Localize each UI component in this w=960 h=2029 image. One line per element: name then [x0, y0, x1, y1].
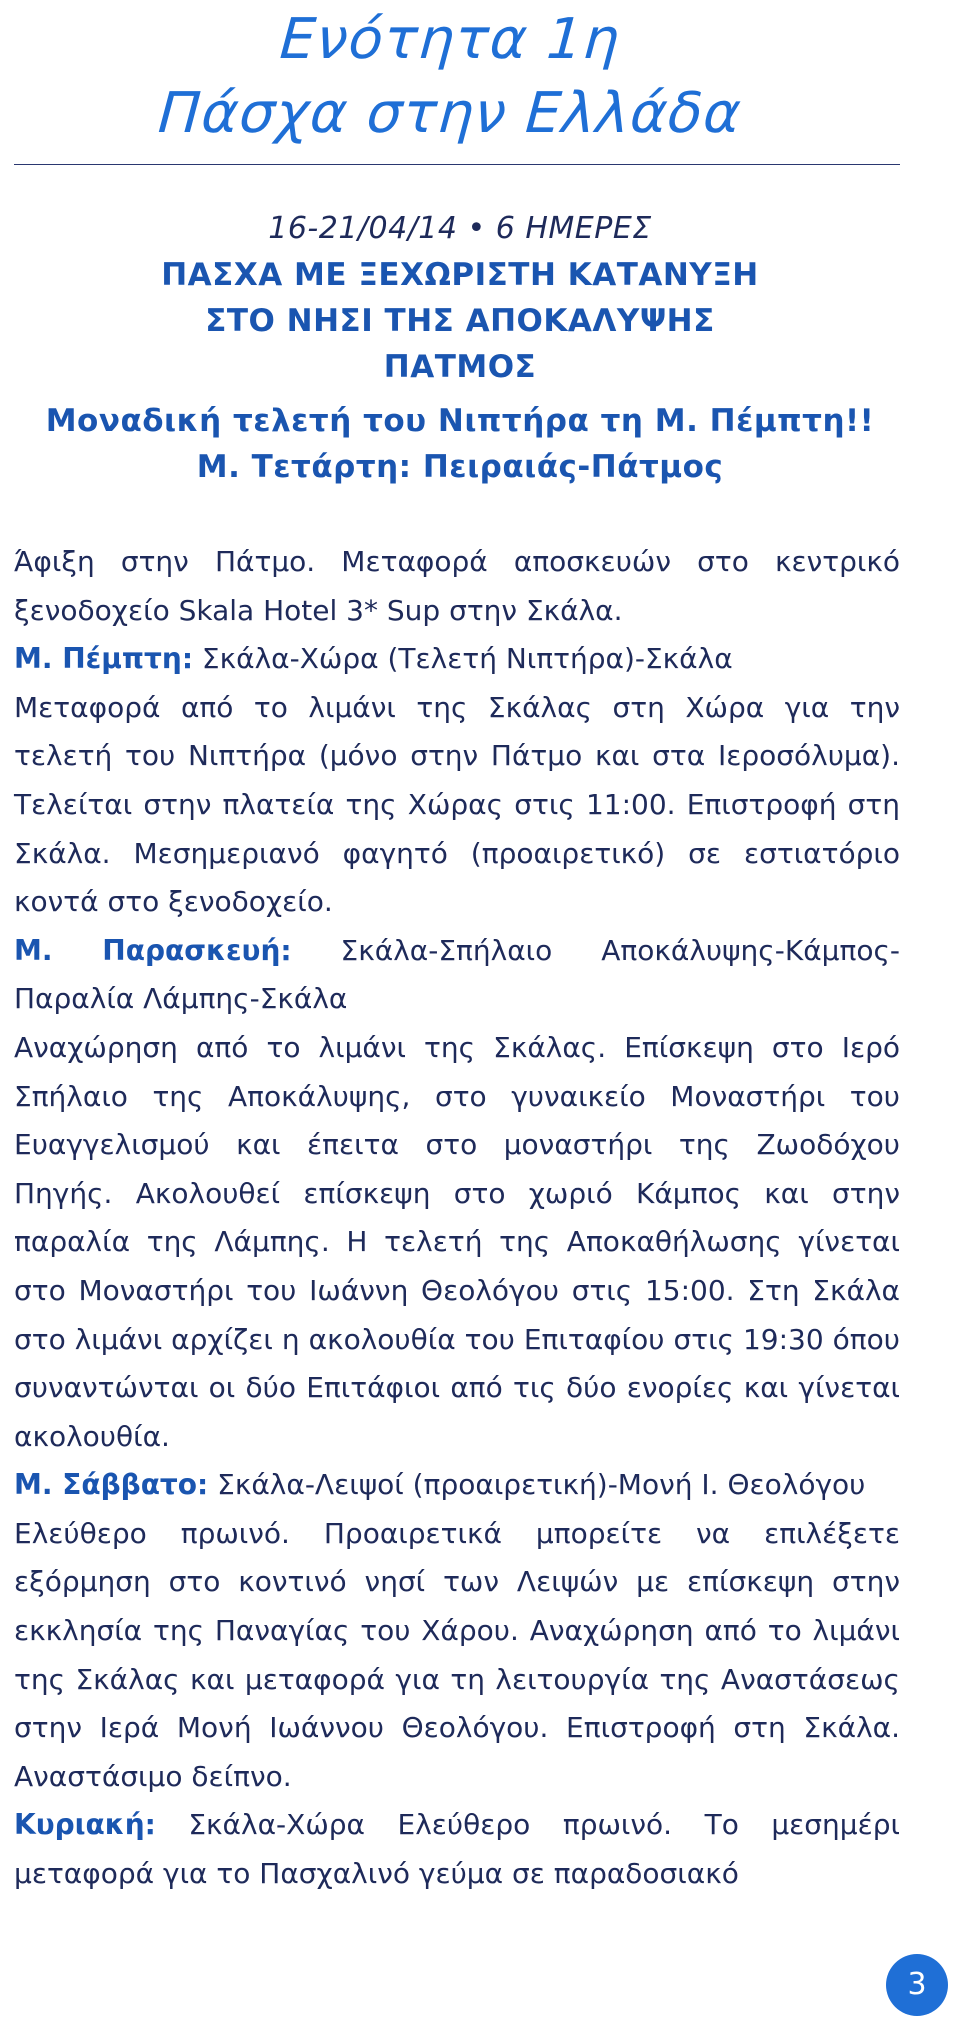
thursday-route: Σκάλα-Χώρα (Τελετή Νιπτήρα)-Σκάλα [193, 642, 733, 676]
page-number-badge: 3 [886, 1954, 948, 2016]
trip-highlight: Μοναδική τελετή του Νιπτήρα τη Μ. Πέμπτη!! [45, 403, 875, 439]
trip-heading-line2: ΣΤΟ ΝΗΣΙ ΤΗΣ ΑΠΟΚΑΛΥΨΗΣ [205, 303, 715, 339]
section-title-line1: Ενότητα 1η [277, 7, 623, 72]
friday-route: Σκάλα-Σπήλαιο Αποκάλυψης-Κάμπος-Παραλία Λάμπης-Σκάλα [14, 933, 901, 1016]
saturday-route: Σκάλα-Λειψοί (προαιρετική)-Μονή Ι. Θεολόγου [208, 1468, 866, 1502]
friday-title [14, 927, 900, 1024]
trip-heading-line1: ΠΑΣΧΑ ΜΕ ΞΕΧΩΡΙΣΤΗ ΚΑΤΑΝΥΞΗ [161, 257, 759, 293]
itinerary-body [14, 538, 900, 1899]
thursday-paragraph: Μεταφορά από το λιμάνι της Σκάλας στη Χώρα για την τελετή του Νιπτήρα (μόνο στην Πάτμο και στα Ιεροσόλυμα). Τελείται στην πλατεία της Χώρας στις 11:00. Επιστροφή στη Σκάλα. Μεσημεριανό φαγητό (προαιρετικό) σε εστιατόριο κοντά στο ξενοδοχείο. [14, 690, 900, 919]
friday-label: Μ. Παρασκευή: [14, 933, 292, 967]
thursday-title [14, 635, 900, 684]
trip-dates: 16-21/04/14 • 6 ΗΜΕΡΕΣ [268, 211, 652, 246]
trip-heading-line3: ΠΑΤΜΟΣ [383, 349, 537, 385]
sunday-label: Κυριακή: [14, 1808, 156, 1842]
saturday-title [14, 1461, 900, 1510]
thursday-label: Μ. Πέμπτη: [14, 642, 194, 676]
title-divider [14, 164, 900, 165]
saturday-label: Μ. Σάββατο: [14, 1468, 209, 1502]
sunday-paragraph [14, 1801, 900, 1898]
intro-paragraph: Άφιξη στην Πάτμο. Μεταφορά αποσκευών στο κεντρικό ξενοδοχείο Skala Hotel 3* Sup στην Σκάλα. [14, 545, 900, 627]
friday-paragraph: Αναχώρηση από το λιμάνι της Σκάλας. Επίσκεψη στο Ιερό Σπήλαιο της Αποκάλυψης, στο γυναικείο Μοναστήρι του Ευαγγελισμού και έπειτα στο μοναστήρι της Ζωοδόχου Πηγής. Ακολουθεί επίσκεψη στο χωριό Κάμπος και στην παραλία της Λάμπης. Η τελετή της Αποκαθήλωσης γίνεται στο Μοναστήρι του Ιωάννη Θεολόγου στις 15:00. Στη Σκάλα στο λιμάνι αρχίζει η ακολουθία του Επιταφίου στις 19:30 όπου συναντώνται οι δύο Επιτάφιοι από τις δύο ενορίες και γίνεται ακολουθία. [14, 1030, 900, 1453]
first-day-title: Μ. Τετάρτη: Πειραιάς-Πάτμος [196, 449, 724, 485]
sunday-text: Σκάλα-Χώρα Ελεύθερο πρωινό. Το μεσημέρι μεταφορά για το Πασχαλινό γεύμα σε παραδοσιακό [14, 1808, 900, 1891]
saturday-paragraph: Ελεύθερο πρωινό. Προαιρετικά μπορείτε να επιλέξετε εξόρμηση στο κοντινό νησί των Λειψών με επίσκεψη στην εκκλησία της Παναγίας του Χάρου. Αναχώρηση από το λιμάνι της Σκάλας και μεταφορά για τη λειτουργία της Αναστάσεως στην Ιερά Μονή Ιωάννου Θεολόγου. Επιστροφή στη Σκάλα. Αναστάσιμο δείπνο. [14, 1516, 900, 1793]
section-title-line2: Πάσχα στην Ελλάδα [156, 81, 744, 146]
